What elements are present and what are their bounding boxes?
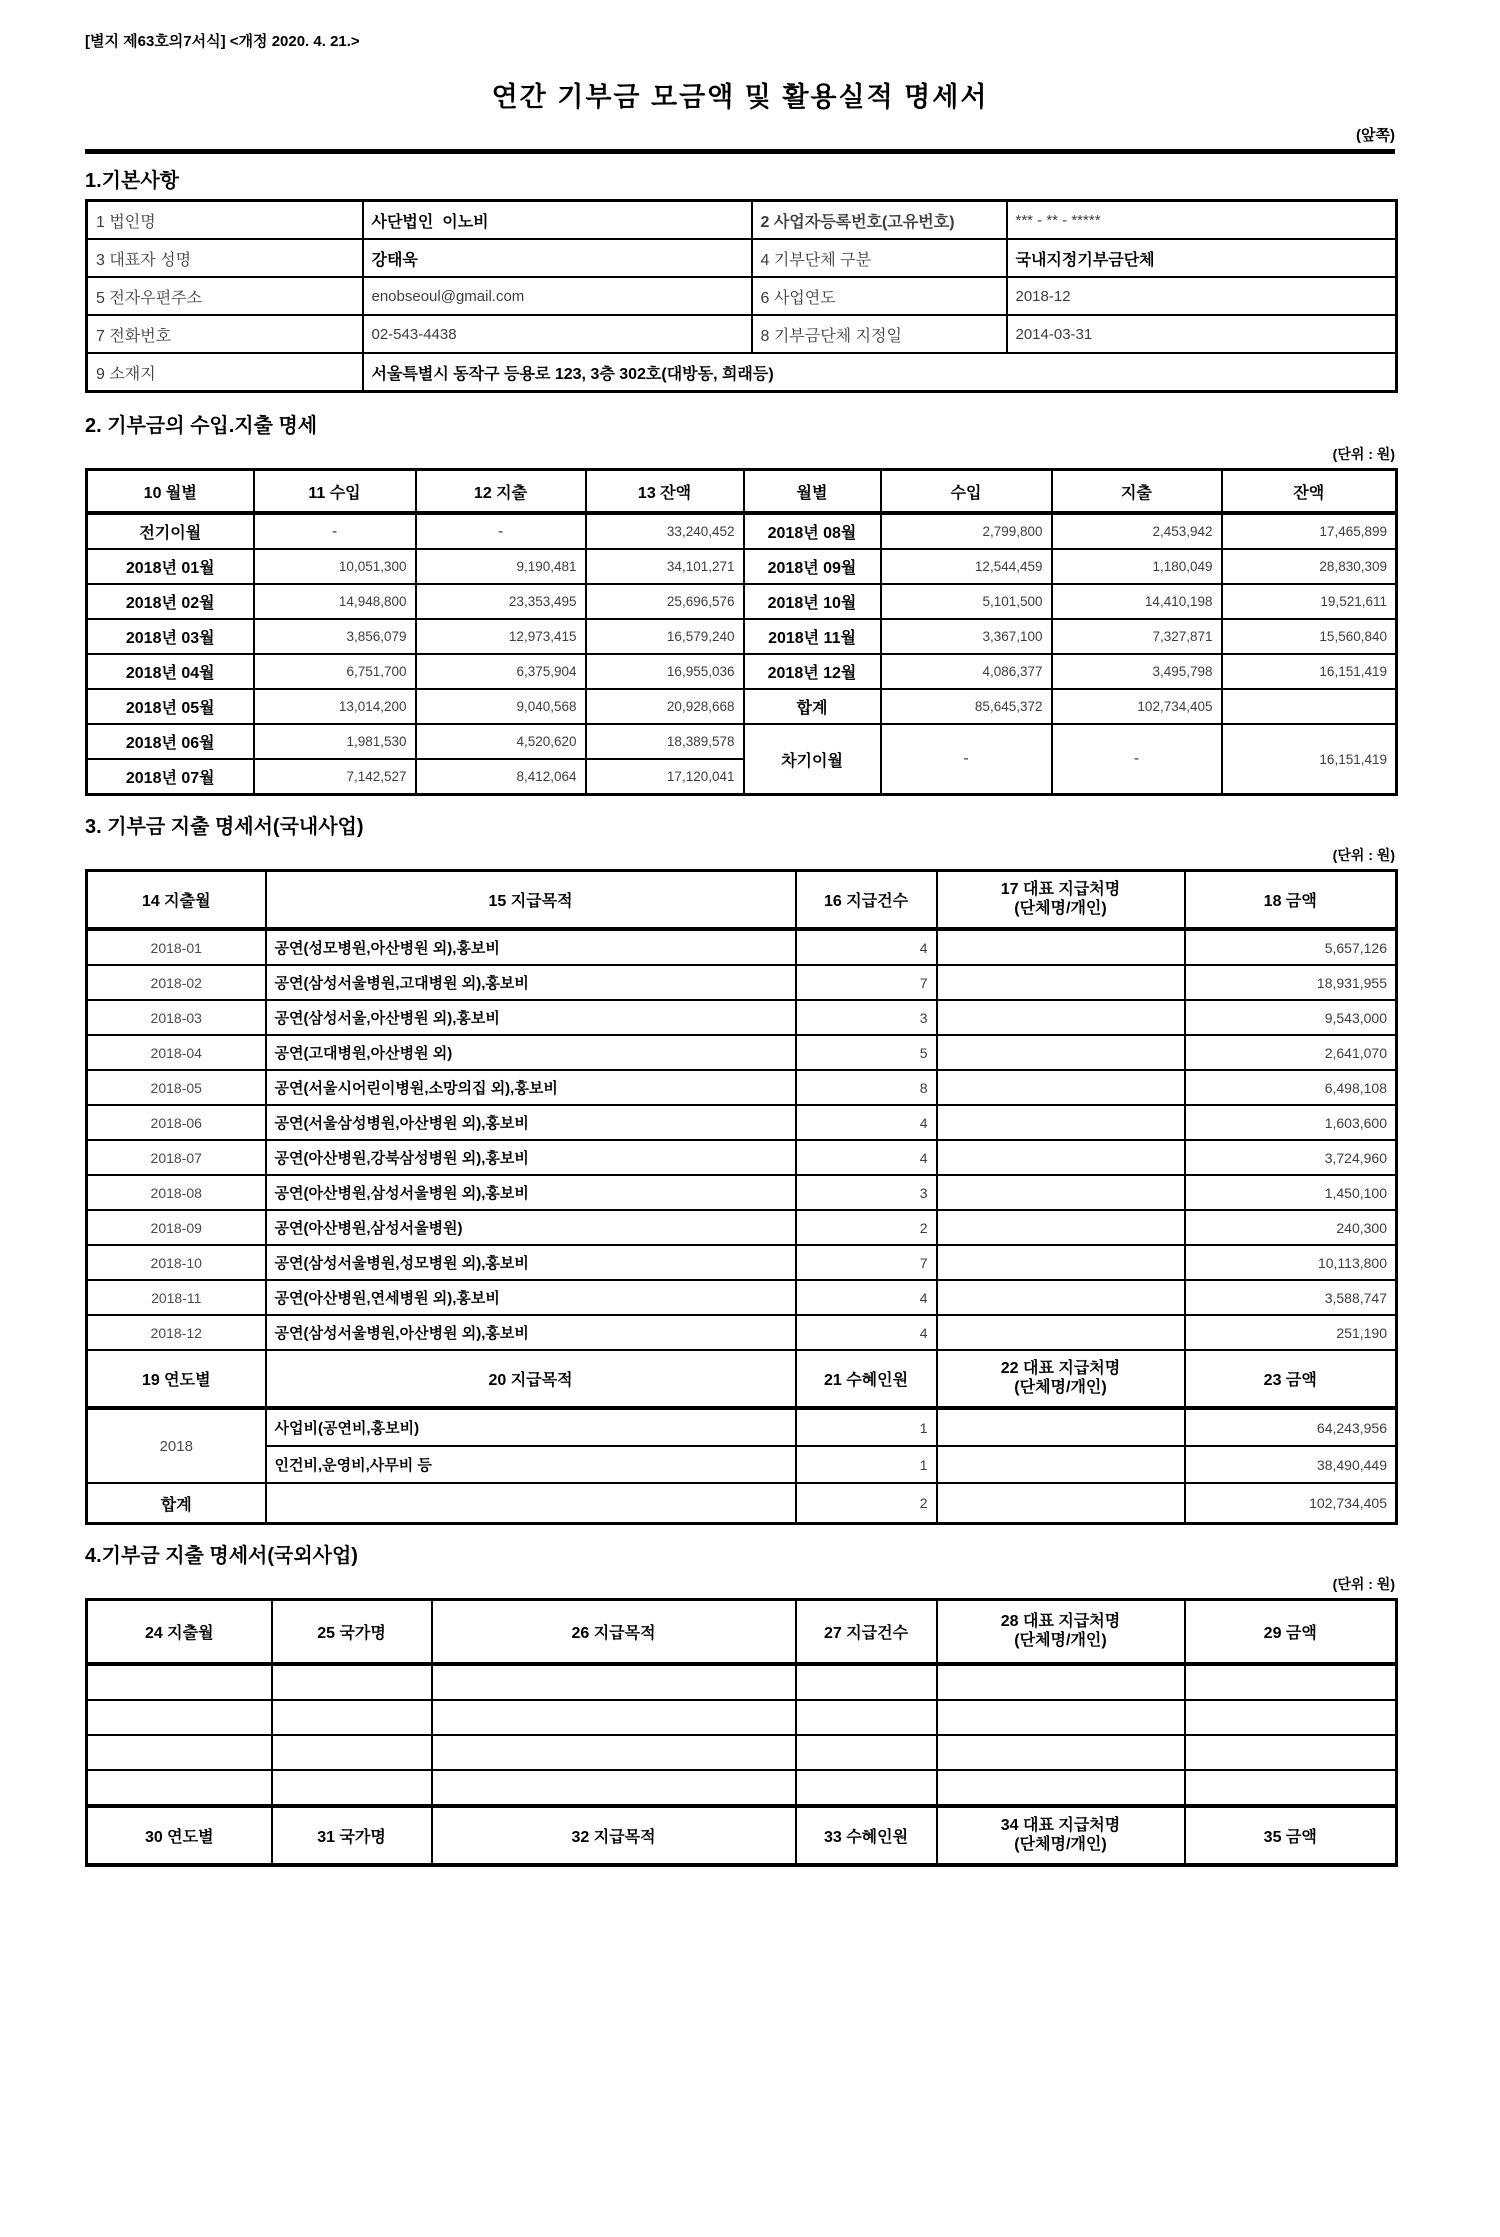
s2-month-cell: 2018년 10월 [744, 584, 881, 619]
s3-count-cell: 7 [796, 965, 937, 1000]
s4-empty-cell [272, 1735, 432, 1770]
s2-balance-cell: 25,696,576 [586, 584, 744, 619]
s2-month-cell: 2018년 08월 [744, 513, 881, 549]
s4-empty-cell [432, 1700, 796, 1735]
domestic-expense-row [87, 1245, 1397, 1280]
overseas-yearly-header-row [87, 1806, 1397, 1865]
col-header-balance-right: 잔액 [1222, 470, 1397, 514]
col-header-income-right: 수입 [881, 470, 1052, 514]
document-page [85, 0, 1395, 2237]
field-label: 2 사업자등록번호(고유번호) [752, 201, 1007, 240]
overseas-expense-empty-row [87, 1700, 1397, 1735]
s3-amount-cell: 9,543,000 [1185, 1000, 1397, 1035]
col-header-os-count: 27 지급건수 [796, 1600, 937, 1665]
section2-title: 2. 기부금의 수입.지출 명세 [85, 415, 318, 437]
field-label: 4 기부단체 구분 [752, 239, 1007, 277]
s2-balance-cell: 15,560,840 [1222, 619, 1397, 654]
s3-month-cell: 2018-04 [87, 1035, 266, 1070]
s3-month-cell: 2018-02 [87, 965, 266, 1000]
s2-income-cell: 12,544,459 [881, 549, 1052, 584]
s2-balance-cell: 17,465,899 [1222, 513, 1397, 549]
domestic-expense-row [87, 1210, 1397, 1245]
income-expense-table [85, 468, 1398, 796]
front-side-label: (앞쪽) [1356, 127, 1395, 144]
col-header-os-payee-line2: (단체명/개인) [1014, 1631, 1107, 1649]
s2-income-cell: 7,142,527 [254, 759, 416, 795]
field-label: 3 대표자 성명 [87, 239, 363, 277]
income-expense-header-row [87, 470, 1397, 514]
s3-amount-cell: 251,190 [1185, 1315, 1397, 1350]
basic-info-row [87, 239, 1397, 277]
s2-income-cell: - [254, 513, 416, 549]
field-label: 7 전화번호 [87, 315, 363, 353]
domestic-expense-table [85, 869, 1398, 1525]
col-header-os-year-payee-line1: 34 대표 지급처명 [1000, 1817, 1121, 1835]
s2-income-cell: 13,014,200 [254, 689, 416, 724]
s2-expense-cell: - [416, 513, 586, 549]
s4-empty-cell [87, 1700, 272, 1735]
col-header-payment-count: 16 지급건수 [796, 871, 937, 930]
s3-count-cell: 4 [796, 1315, 937, 1350]
s3-count-cell: 2 [796, 1210, 937, 1245]
s4-empty-cell [937, 1770, 1185, 1806]
col-header-expense-month: 14 지출월 [87, 871, 266, 930]
s3-purpose-cell: 공연(서울삼성병원,아산병원 외),홍보비 [266, 1105, 796, 1140]
s2-income-cell: 6,751,700 [254, 654, 416, 689]
s3-payee-cell [937, 1105, 1185, 1140]
domestic-total-row [87, 1483, 1397, 1524]
s3-payee-cell [937, 1315, 1185, 1350]
s3-year-payee-cell [937, 1446, 1185, 1483]
basic-info-row [87, 201, 1397, 240]
s4-empty-cell [796, 1735, 937, 1770]
s4-empty-cell [432, 1664, 796, 1700]
s4-empty-cell [796, 1770, 937, 1806]
s3-month-cell: 2018-03 [87, 1000, 266, 1035]
s3-month-cell: 2018-06 [87, 1105, 266, 1140]
s2-expense-cell: 8,412,064 [416, 759, 586, 795]
income-expense-row [87, 654, 1397, 689]
col-header-payee-line2: (단체명/개인) [1014, 899, 1107, 917]
field-label: 1 법인명 [87, 201, 363, 240]
col-header-os-country: 25 국가명 [272, 1600, 432, 1665]
s3-purpose-cell: 공연(삼성서울병원,아산병원 외),홍보비 [266, 1315, 796, 1350]
s3-purpose-cell: 공연(아산병원,강북삼성병원 외),홍보비 [266, 1140, 796, 1175]
section4-unit-label: (단위 : 원) [1332, 1576, 1395, 1592]
section1-title: 1.기본사항 [85, 170, 179, 192]
s3-year-amount-cell: 38,490,449 [1185, 1446, 1397, 1483]
field-value: enobseoul@gmail.com [363, 277, 752, 315]
field-label: 9 소재지 [87, 353, 363, 392]
col-header-payee-line1: 17 대표 지급처명 [1000, 881, 1121, 899]
s3-total-amount-cell: 102,734,405 [1185, 1483, 1397, 1524]
domestic-expense-row [87, 1140, 1397, 1175]
col-header-year-purpose: 20 지급목적 [266, 1350, 796, 1408]
field-value: 2014-03-31 [1007, 315, 1397, 353]
field-value: *** - ** - ***** [1007, 201, 1397, 240]
s2-expense-cell: 6,375,904 [416, 654, 586, 689]
s4-empty-cell [1185, 1700, 1397, 1735]
s3-month-cell: 2018-12 [87, 1315, 266, 1350]
field-value: 사단법인 이노비 [363, 201, 752, 240]
page-title: 연간 기부금 모금액 및 활용실적 명세서 [491, 82, 989, 112]
s3-count-cell: 8 [796, 1070, 937, 1105]
income-expense-row [87, 689, 1397, 724]
col-header-expense-right: 지출 [1052, 470, 1222, 514]
field-label: 8 기부금단체 지정일 [752, 315, 1007, 353]
s2-expense-cell: 1,180,049 [1052, 549, 1222, 584]
s2-income-cell: 2,799,800 [881, 513, 1052, 549]
s2-income-cell: 3,856,079 [254, 619, 416, 654]
s2-month-cell: 2018년 01월 [87, 549, 254, 584]
col-header-payment-purpose: 15 지급목적 [266, 871, 796, 930]
s2-month-cell: 2018년 06월 [87, 724, 254, 759]
s2-expense-cell: 9,190,481 [416, 549, 586, 584]
s3-month-cell: 2018-01 [87, 929, 266, 965]
domestic-expense-row [87, 1280, 1397, 1315]
domestic-expense-row [87, 929, 1397, 965]
col-header-os-year-purpose: 32 지급목적 [432, 1806, 796, 1865]
s3-payee-cell [937, 1175, 1185, 1210]
s2-balance-cell: 28,830,309 [1222, 549, 1397, 584]
income-expense-row [87, 619, 1397, 654]
s2-expense-cell: 12,973,415 [416, 619, 586, 654]
income-expense-row [87, 549, 1397, 584]
domestic-expense-row [87, 1105, 1397, 1140]
s3-amount-cell: 3,724,960 [1185, 1140, 1397, 1175]
s4-empty-cell [937, 1664, 1185, 1700]
col-header-os-beneficiaries: 33 수혜인원 [796, 1806, 937, 1865]
domestic-expense-row [87, 1175, 1397, 1210]
s3-total-purpose-cell [266, 1483, 796, 1524]
s2-carryover-expense-cell: - [1052, 724, 1222, 795]
s4-empty-cell [1185, 1770, 1397, 1806]
col-header-amount: 18 금액 [1185, 871, 1397, 930]
s3-purpose-cell: 공연(고대병원,아산병원 외) [266, 1035, 796, 1070]
domestic-expense-row [87, 965, 1397, 1000]
s2-balance-cell [1222, 689, 1397, 724]
domestic-expense-body [87, 871, 1397, 1524]
s2-month-cell: 2018년 02월 [87, 584, 254, 619]
s2-carryover-balance-cell: 16,151,419 [1222, 724, 1397, 795]
s2-expense-cell: 2,453,942 [1052, 513, 1222, 549]
basic-info-table [85, 199, 1398, 393]
s2-month-cell: 2018년 03월 [87, 619, 254, 654]
s3-count-cell: 4 [796, 1105, 937, 1140]
s3-count-cell: 4 [796, 1140, 937, 1175]
col-header-os-payee-line1: 28 대표 지급처명 [1000, 1613, 1121, 1631]
s3-count-cell: 4 [796, 1280, 937, 1315]
s3-count-cell: 3 [796, 1000, 937, 1035]
s2-income-cell: 85,645,372 [881, 689, 1052, 724]
s2-month-cell: 2018년 04월 [87, 654, 254, 689]
s4-empty-cell [1185, 1664, 1397, 1700]
s3-payee-cell [937, 1280, 1185, 1315]
basic-info-row [87, 277, 1397, 315]
s3-purpose-cell: 공연(삼성서울병원,고대병원 외),홍보비 [266, 965, 796, 1000]
domestic-expense-row [87, 1000, 1397, 1035]
s3-amount-cell: 2,641,070 [1185, 1035, 1397, 1070]
s2-expense-cell: 102,734,405 [1052, 689, 1222, 724]
s3-purpose-cell: 공연(아산병원,연세병원 외),홍보비 [266, 1280, 796, 1315]
s2-month-cell: 2018년 11월 [744, 619, 881, 654]
bottom-whitespace [85, 1867, 1395, 2237]
income-expense-body [87, 513, 1397, 795]
s4-empty-cell [796, 1700, 937, 1735]
s2-month-cell: 전기이월 [87, 513, 254, 549]
s2-balance-cell: 16,151,419 [1222, 654, 1397, 689]
s3-month-cell: 2018-08 [87, 1175, 266, 1210]
s3-purpose-cell: 공연(삼성서울,아산병원 외),홍보비 [266, 1000, 796, 1035]
col-header-os-year-country: 31 국가명 [272, 1806, 432, 1865]
col-header-beneficiaries: 21 수혜인원 [796, 1350, 937, 1408]
s2-month-cell: 2018년 05월 [87, 689, 254, 724]
col-header-payee [937, 871, 1185, 930]
s3-year-payee-cell [937, 1408, 1185, 1446]
col-header-os-expense-month: 24 지출월 [87, 1600, 272, 1665]
address-value: 서울특별시 동작구 등용로 123, 3층 302호(대방동, 희래등) [363, 353, 1397, 392]
income-expense-row [87, 513, 1397, 549]
s3-total-payee-cell [937, 1483, 1185, 1524]
s3-payee-cell [937, 1070, 1185, 1105]
col-header-os-amount: 29 금액 [1185, 1600, 1397, 1665]
col-header-year-payee-line1: 22 대표 지급처명 [1000, 1360, 1121, 1378]
s3-amount-cell: 1,603,600 [1185, 1105, 1397, 1140]
s4-empty-cell [272, 1664, 432, 1700]
domestic-yearly-header-row [87, 1350, 1397, 1408]
s3-payee-cell [937, 1210, 1185, 1245]
s3-beneficiary-count-cell: 1 [796, 1408, 937, 1446]
col-header-month-right: 월별 [744, 470, 881, 514]
basic-info-address-row [87, 353, 1397, 392]
field-value: 2018-12 [1007, 277, 1397, 315]
s3-amount-cell: 240,300 [1185, 1210, 1397, 1245]
s4-empty-cell [272, 1700, 432, 1735]
s3-amount-cell: 5,657,126 [1185, 929, 1397, 965]
s2-income-cell: 14,948,800 [254, 584, 416, 619]
section3-unit-label: (단위 : 원) [1332, 847, 1395, 863]
form-number: [별지 제63호의7서식] <개정 2020. 4. 21.> [85, 33, 360, 50]
s3-count-cell: 5 [796, 1035, 937, 1070]
s4-empty-cell [272, 1770, 432, 1806]
s2-balance-cell: 20,928,668 [586, 689, 744, 724]
s3-amount-cell: 18,931,955 [1185, 965, 1397, 1000]
s2-expense-cell: 9,040,568 [416, 689, 586, 724]
s2-balance-cell: 16,955,036 [586, 654, 744, 689]
s2-balance-cell: 34,101,271 [586, 549, 744, 584]
s4-empty-cell [87, 1664, 272, 1700]
col-header-month-left: 10 월별 [87, 470, 254, 514]
s3-year-purpose-cell: 사업비(공연비,홍보비) [266, 1408, 796, 1446]
s2-expense-cell: 14,410,198 [1052, 584, 1222, 619]
s2-income-cell: 4,086,377 [881, 654, 1052, 689]
section3-title: 3. 기부금 지출 명세서(국내사업) [85, 816, 364, 838]
field-value: 02-543-4438 [363, 315, 752, 353]
s3-amount-cell: 10,113,800 [1185, 1245, 1397, 1280]
domestic-expense-row [87, 1315, 1397, 1350]
s4-empty-cell [1185, 1735, 1397, 1770]
s3-purpose-cell: 공연(서울시어린이병원,소망의집 외),홍보비 [266, 1070, 796, 1105]
overseas-expense-empty-row [87, 1664, 1397, 1700]
s3-amount-cell: 3,588,747 [1185, 1280, 1397, 1315]
col-header-year-payee [937, 1350, 1185, 1408]
overseas-expense-empty-row [87, 1770, 1397, 1806]
s2-balance-cell: 16,579,240 [586, 619, 744, 654]
s2-expense-cell: 23,353,495 [416, 584, 586, 619]
section4-title: 4.기부금 지출 명세서(국외사업) [85, 1545, 358, 1567]
col-header-os-payee [937, 1600, 1185, 1665]
col-header-year: 19 연도별 [87, 1350, 266, 1408]
s2-income-cell: 3,367,100 [881, 619, 1052, 654]
section2-unit-label: (단위 : 원) [1332, 446, 1395, 462]
s2-carryover-income-cell: - [881, 724, 1052, 795]
field-value: 강태욱 [363, 239, 752, 277]
s3-purpose-cell: 공연(삼성서울병원,성모병원 외),홍보비 [266, 1245, 796, 1280]
s3-year-purpose-cell: 인건비,운영비,사무비 등 [266, 1446, 796, 1483]
s3-count-cell: 7 [796, 1245, 937, 1280]
s3-amount-cell: 6,498,108 [1185, 1070, 1397, 1105]
domestic-expense-row [87, 1070, 1397, 1105]
s4-empty-cell [796, 1664, 937, 1700]
col-header-os-purpose: 26 지급목적 [432, 1600, 796, 1665]
col-header-os-year-amount: 35 금액 [1185, 1806, 1397, 1865]
col-header-year-amount: 23 금액 [1185, 1350, 1397, 1408]
s2-expense-cell: 3,495,798 [1052, 654, 1222, 689]
income-expense-row [87, 724, 1397, 759]
s3-month-cell: 2018-07 [87, 1140, 266, 1175]
s4-empty-cell [432, 1770, 796, 1806]
s3-total-label-cell: 합계 [87, 1483, 266, 1524]
s3-month-cell: 2018-10 [87, 1245, 266, 1280]
s2-balance-cell: 19,521,611 [1222, 584, 1397, 619]
col-header-expense-left: 12 지출 [416, 470, 586, 514]
overseas-expense-empty-row [87, 1735, 1397, 1770]
s3-year-amount-cell: 64,243,956 [1185, 1408, 1397, 1446]
s2-income-cell: 5,101,500 [881, 584, 1052, 619]
s4-empty-cell [937, 1735, 1185, 1770]
s3-payee-cell [937, 1035, 1185, 1070]
s3-beneficiary-count-cell: 1 [796, 1446, 937, 1483]
domestic-monthly-header-row [87, 871, 1397, 930]
col-header-year-payee-line2: (단체명/개인) [1014, 1378, 1107, 1396]
field-label: 5 전자우편주소 [87, 277, 363, 315]
s2-month-cell: 2018년 07월 [87, 759, 254, 795]
s3-total-count-cell: 2 [796, 1483, 937, 1524]
domestic-expense-row [87, 1035, 1397, 1070]
s3-payee-cell [937, 1000, 1185, 1035]
s4-empty-cell [937, 1700, 1185, 1735]
s2-balance-cell: 33,240,452 [586, 513, 744, 549]
overseas-expense-body [87, 1600, 1397, 1866]
col-header-os-year-payee-line2: (단체명/개인) [1014, 1835, 1107, 1853]
s3-payee-cell [937, 929, 1185, 965]
col-header-os-year-payee [937, 1806, 1185, 1865]
col-header-balance-left: 13 잔액 [586, 470, 744, 514]
s2-expense-cell: 4,520,620 [416, 724, 586, 759]
s2-balance-cell: 18,389,578 [586, 724, 744, 759]
s2-balance-cell: 17,120,041 [586, 759, 744, 795]
s4-empty-cell [432, 1735, 796, 1770]
s2-month-cell: 합계 [744, 689, 881, 724]
basic-info-body [87, 201, 1397, 392]
s3-count-cell: 4 [796, 929, 937, 965]
s3-month-cell: 2018-05 [87, 1070, 266, 1105]
s2-expense-cell: 7,327,871 [1052, 619, 1222, 654]
basic-info-row [87, 315, 1397, 353]
field-value: 국내지정기부금단체 [1007, 239, 1397, 277]
s2-income-cell: 10,051,300 [254, 549, 416, 584]
income-expense-row [87, 584, 1397, 619]
col-header-os-year: 30 연도별 [87, 1806, 272, 1865]
overseas-monthly-header-row [87, 1600, 1397, 1665]
s3-purpose-cell: 공연(아산병원,삼성서울병원 외),홍보비 [266, 1175, 796, 1210]
domestic-yearly-row [87, 1408, 1397, 1446]
s2-month-cell: 2018년 09월 [744, 549, 881, 584]
s3-payee-cell [937, 1245, 1185, 1280]
s3-count-cell: 3 [796, 1175, 937, 1210]
s2-income-cell: 1,981,530 [254, 724, 416, 759]
s2-month-cell: 2018년 12월 [744, 654, 881, 689]
s2-carryover-label-cell: 차기이월 [744, 724, 881, 795]
s3-year-cell: 2018 [87, 1408, 266, 1483]
s3-purpose-cell: 공연(성모병원,아산병원 외),홍보비 [266, 929, 796, 965]
overseas-expense-table [85, 1598, 1398, 1867]
s3-month-cell: 2018-11 [87, 1280, 266, 1315]
s3-month-cell: 2018-09 [87, 1210, 266, 1245]
domestic-yearly-row [87, 1446, 1397, 1483]
s3-payee-cell [937, 965, 1185, 1000]
s4-empty-cell [87, 1735, 272, 1770]
s3-payee-cell [937, 1140, 1185, 1175]
col-header-income-left: 11 수입 [254, 470, 416, 514]
s3-amount-cell: 1,450,100 [1185, 1175, 1397, 1210]
s3-purpose-cell: 공연(아산병원,삼성서울병원) [266, 1210, 796, 1245]
top-rule [85, 149, 1395, 154]
field-label: 6 사업연도 [752, 277, 1007, 315]
s4-empty-cell [87, 1770, 272, 1806]
